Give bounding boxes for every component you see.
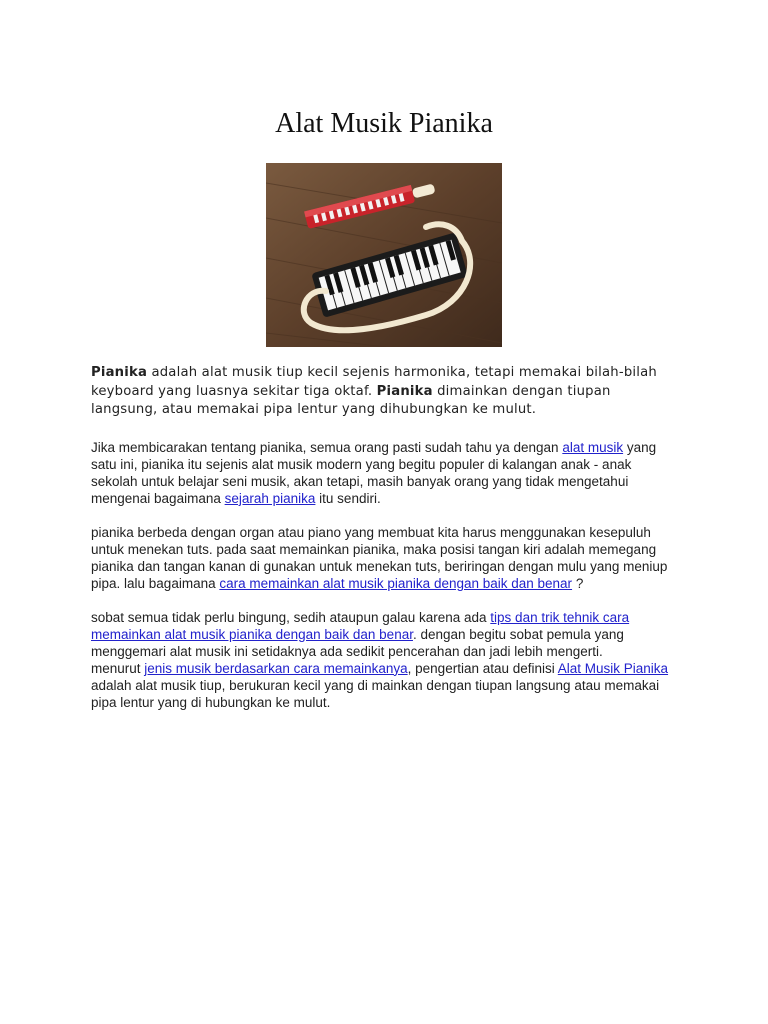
intro-paragraph xyxy=(91,364,681,420)
link-sejarah-pianika[interactable]: sejarah pianika xyxy=(224,490,316,506)
paragraph-text: , pengertian atau definisi xyxy=(407,660,558,676)
intro-text: dimainkan dengan tiupan langsung, atau memakai pipa lentur yang dihubungkan ke mulut. xyxy=(91,383,611,418)
link-tips-dan-trik[interactable]: tips dan trik tehnik cara memainkan alat musik pianika dengan baik dan benar xyxy=(91,609,630,642)
paragraph-2 xyxy=(91,524,681,592)
paragraph-3 xyxy=(91,609,681,711)
link-cara-memainkan[interactable]: cara memainkan alat musik pianika dengan baik dan benar xyxy=(219,575,573,591)
pianika-photo xyxy=(266,163,502,347)
paragraph-text: yang satu ini, pianika itu sejenis alat musik modern yang begitu populer di kalangan anak - anak sekolah untuk belajar seni musik, akan tetapi, masih banyak orang yang tidak mengetahui mengenai bagaimana xyxy=(91,439,657,506)
paragraph-text: sobat semua tidak perlu bingung, sedih ataupun galau karena ada xyxy=(91,609,491,625)
link-alat-musik[interactable]: alat musik xyxy=(562,439,624,455)
intro-text: adalah alat musik tiup kecil sejenis harmonika, tetapi memakai bilah-bilah keyboard yang luasnya sekitar tiga oktaf. xyxy=(91,365,657,399)
paragraph-text: menurut xyxy=(91,660,145,676)
paragraph-1 xyxy=(91,439,681,507)
link-jenis-musik[interactable]: jenis musik berdasarkan cara memainkanya xyxy=(144,660,408,676)
pianika-illustration xyxy=(266,163,502,347)
term-pianika: Pianika xyxy=(376,383,433,399)
paragraph-text: itu sendiri. xyxy=(315,490,381,506)
paragraph-text: pianika berbeda dengan organ atau piano yang membuat kita harus menggunakan kesepuluh untuk menekan tuts. pada saat memainkan pianika, maka posisi tangan kiri adalah memegang pianika dan tangan kanan di gunakan untuk menekan tuts, beriringan dengan mulu yang meniup pipa. lalu bagaimana xyxy=(91,524,668,591)
article-body xyxy=(91,364,681,711)
link-alat-musik-pianika[interactable]: Alat Musik Pianika xyxy=(557,660,669,676)
paragraph-text: . dengan begitu sobat pemula yang menggemari alat musik ini setidaknya ada sedikit pencerahan dan jadi lebih mengerti. xyxy=(91,626,624,659)
term-pianika: Pianika xyxy=(91,365,148,380)
paragraph-text: Jika membicarakan tentang pianika, semua orang pasti sudah tahu ya dengan xyxy=(91,439,563,455)
paragraph-text: ? xyxy=(572,575,584,591)
page-title: Alat Musik Pianika xyxy=(275,108,493,139)
paragraph-text: adalah alat musik tiup, berukuran kecil yang di mainkan dengan tiupan langsung atau memakai pipa lentur yang di hubungkan ke mulut. xyxy=(91,677,660,710)
